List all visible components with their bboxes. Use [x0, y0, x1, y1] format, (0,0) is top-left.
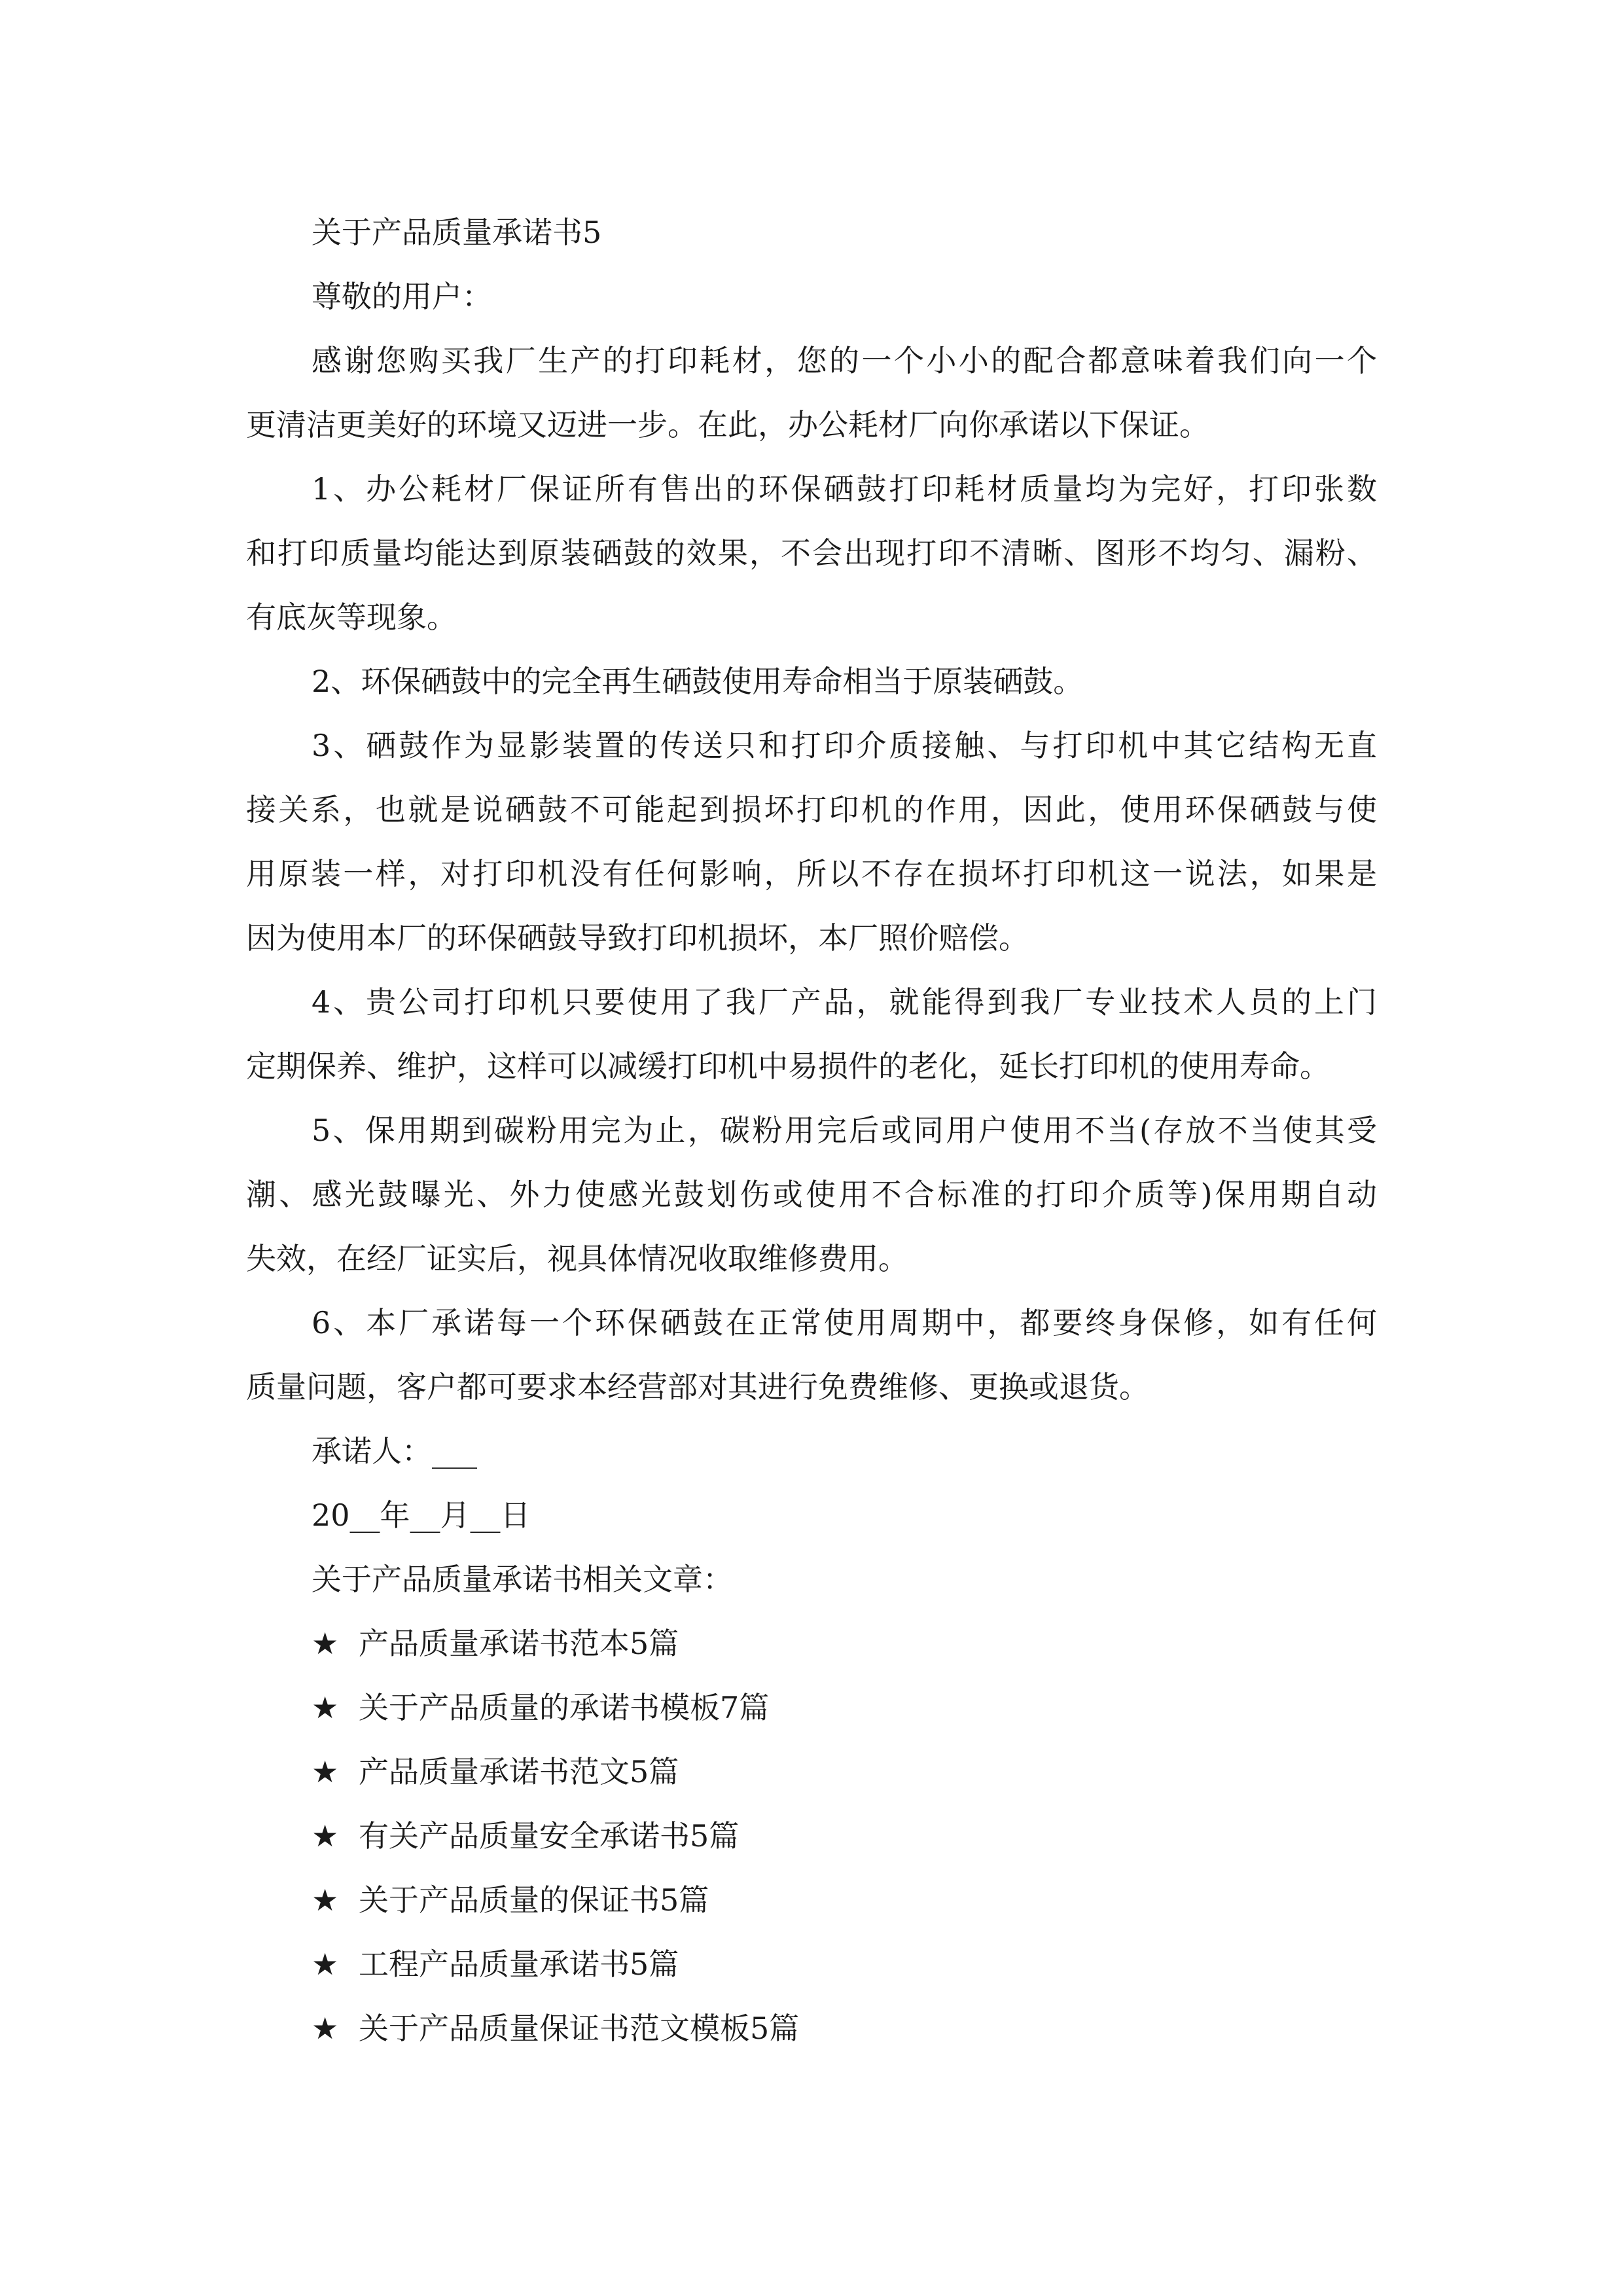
- document-title: 关于产品质量承诺书5: [312, 215, 602, 250]
- star-icon: ★: [312, 1690, 339, 1725]
- paragraph-line: 1、办公耗材厂保证所有售出的环保硒鼓打印耗材质量均为完好，打印张数: [312, 471, 1377, 507]
- related-article-title: 产品质量承诺书范文5篇: [359, 1754, 679, 1789]
- document-page: [246, 200, 1377, 2060]
- paragraph-item-3: [246, 713, 1377, 970]
- paragraph-intro: [246, 329, 1377, 457]
- paragraph-line: 和打印质量均能达到原装硒鼓的效果，不会出现打印不清晰、图形不均匀、漏粉、: [246, 535, 1377, 571]
- paragraph-line: 4、贵公司打印机只要使用了我厂产品，就能得到我厂专业技术人员的上门: [312, 984, 1377, 1020]
- paragraph-line: 6、本厂承诺每一个环保硒鼓在正常使用周期中，都要终身保修，如有任何: [312, 1305, 1377, 1340]
- paragraph-line: 感谢您购买我厂生产的打印耗材，您的一个小小的配合都意味着我们向一个: [312, 343, 1377, 378]
- paragraph-item-5: [246, 1098, 1377, 1291]
- related-article-title: 有关产品质量安全承诺书5篇: [359, 1818, 740, 1854]
- paragraph-item-1: [246, 457, 1377, 649]
- related-article-link[interactable]: [246, 1932, 1377, 1996]
- related-heading: 关于产品质量承诺书相关文章：: [312, 1562, 733, 1597]
- related-article-title: 关于产品质量的承诺书模板7篇: [359, 1690, 770, 1725]
- star-icon: ★: [312, 1946, 339, 1982]
- star-icon: ★: [312, 1818, 339, 1854]
- paragraph-line: 因为使用本厂的环保硒鼓导致打印机损坏，本厂照价赔偿。: [246, 920, 1029, 956]
- paragraph-item-2: [246, 649, 1377, 713]
- star-icon: ★: [312, 1754, 339, 1789]
- paragraph-line: 5、保用期到碳粉用完为止，碳粉用完后或同用户使用不当(存放不当使其受: [312, 1113, 1377, 1148]
- paragraph-line: 失效，在经厂证实后，视具体情况收取维修费用。: [246, 1241, 908, 1276]
- related-article-link[interactable]: [246, 1740, 1377, 1804]
- related-article-link[interactable]: [246, 1996, 1377, 2060]
- paragraph-line: 接关系，也就是说硒鼓不可能起到损坏打印机的作用，因此，使用环保硒鼓与使: [246, 792, 1377, 827]
- paragraph-line: 更清洁更美好的环境又迈进一步。在此，办公耗材厂向你承诺以下保证。: [246, 407, 1209, 442]
- related-article-title: 关于产品质量保证书范文模板5篇: [359, 2011, 800, 2046]
- related-article-title: 工程产品质量承诺书5篇: [359, 1946, 679, 1982]
- paragraph-item-4: [246, 970, 1377, 1098]
- paragraph-item-6: [246, 1291, 1377, 1419]
- paragraph-line: 潮、感光鼓曝光、外力使感光鼓划伤或使用不合标准的打印介质等)保用期自动: [246, 1177, 1377, 1212]
- star-icon: ★: [312, 1626, 339, 1661]
- paragraph-line: 质量问题，客户都可要求本经营部对其进行免费维修、更换或退货。: [246, 1369, 1149, 1405]
- paragraph-line: 2、环保硒鼓中的完全再生硒鼓使用寿命相当于原装硒鼓。: [312, 664, 1084, 699]
- related-article-title: 关于产品质量的保证书5篇: [359, 1882, 709, 1918]
- star-icon: ★: [312, 2011, 339, 2046]
- related-article-link[interactable]: [246, 1611, 1377, 1676]
- star-icon: ★: [312, 1882, 339, 1918]
- date-label: 20__年__月__日: [312, 1498, 531, 1533]
- paragraph-line: 定期保养、维护，这样可以减缓打印机中易损件的老化，延长打印机的使用寿命。: [246, 1049, 1330, 1084]
- related-article-link[interactable]: [246, 1676, 1377, 1740]
- paragraph-line: 3、硒鼓作为显影装置的传送只和打印介质接触、与打印机中其它结构无直: [312, 728, 1377, 763]
- paragraph-line: 用原装一样，对打印机没有任何影响，所以不存在损坏打印机这一说法，如果是: [246, 856, 1377, 891]
- related-article-link[interactable]: [246, 1804, 1377, 1868]
- related-article-title: 产品质量承诺书范本5篇: [359, 1626, 679, 1661]
- salutation: 尊敬的用户：: [312, 279, 492, 314]
- signer-label: 承诺人：___: [312, 1433, 477, 1469]
- related-article-link[interactable]: [246, 1868, 1377, 1932]
- paragraph-line: 有底灰等现象。: [246, 600, 457, 635]
